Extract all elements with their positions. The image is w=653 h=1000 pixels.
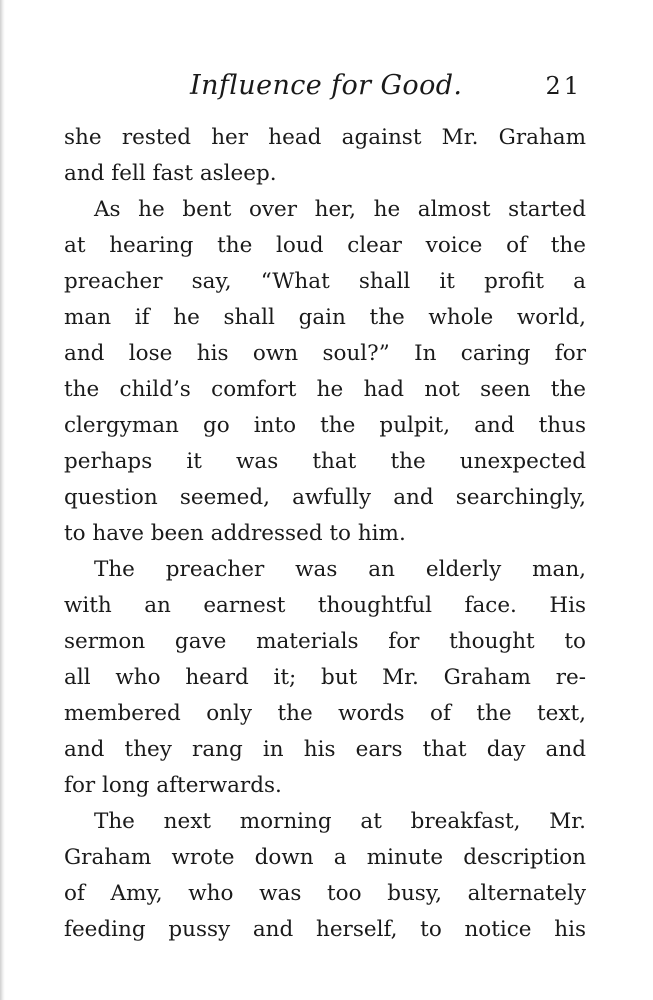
text-line: feeding pussy and herself, to notice his <box>64 917 586 942</box>
running-title: Influence for Good. <box>190 70 463 101</box>
text-line: preacher say, “What shall it profit a <box>64 269 586 294</box>
running-head <box>64 70 586 106</box>
page-edge-shadow <box>0 0 5 1000</box>
text-line: all who heard it; but Mr. Graham re- <box>64 665 586 690</box>
text-line: perhaps it was that the unexpected <box>64 449 586 474</box>
text-line: of Amy, who was too busy, alternately <box>64 881 586 906</box>
text-line: The next morning at breakfast, Mr. <box>94 809 586 834</box>
text-line: at hearing the loud clear voice of the <box>64 233 586 258</box>
text-line: she rested her head against Mr. Graham <box>64 125 586 150</box>
text-line: for long afterwards. <box>64 773 282 798</box>
text-line: As he bent over her, he almost started <box>94 197 586 222</box>
text-line: Graham wrote down a minute description <box>64 845 586 870</box>
text-line: and fell fast asleep. <box>64 161 277 186</box>
text-line: to have been addressed to him. <box>64 521 406 546</box>
text-line: membered only the words of the text, <box>64 701 586 726</box>
text-line: question seemed, awfully and searchingly, <box>64 485 586 510</box>
text-line: The preacher was an elderly man, <box>94 557 586 582</box>
text-line: sermon gave materials for thought to <box>64 629 586 654</box>
body-text <box>64 120 586 948</box>
page-number: 21 <box>545 72 582 100</box>
text-line: and they rang in his ears that day and <box>64 737 586 762</box>
text-line: clergyman go into the pulpit, and thus <box>64 413 586 438</box>
text-line: the child’s comfort he had not seen the <box>64 377 586 402</box>
text-line: and lose his own soul?” In caring for <box>64 341 586 366</box>
text-line: with an earnest thoughtful face. His <box>64 593 586 618</box>
text-line: man if he shall gain the whole world, <box>64 305 586 330</box>
